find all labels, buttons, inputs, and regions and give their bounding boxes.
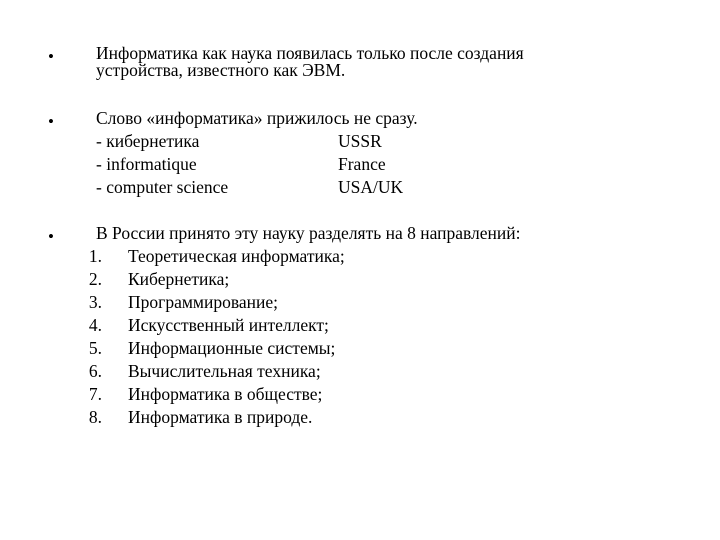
list-item: [88, 268, 676, 291]
list-item-number: 5.: [88, 338, 102, 358]
bullet-2-marker: •: [48, 112, 54, 131]
list-item-number: 3.: [88, 292, 102, 312]
list-item-number: 2.: [88, 269, 102, 289]
list-item-text: Вычислительная техника;: [128, 361, 321, 381]
list-item-text: Кибернетика;: [128, 269, 230, 289]
term-country: France: [338, 154, 386, 174]
bullet-3-text: [88, 222, 676, 429]
term-country: USSR: [338, 131, 382, 151]
list-item-text: Информатика в обществе;: [128, 384, 323, 404]
list-item-number: 8.: [88, 407, 102, 427]
list-item-text: Информатика в природе.: [128, 407, 313, 427]
bullet-1-line-2: устройства, известного как ЭВМ.: [96, 59, 346, 80]
list-item: [88, 360, 676, 383]
term-name: - informatique: [96, 154, 197, 174]
list-item-text: Искусственный интеллект;: [128, 315, 329, 335]
list-item: [88, 337, 676, 360]
bullet-1-line-1: Информатика как наука появилась только после создания: [96, 43, 524, 63]
list-item-number: 1.: [88, 246, 102, 266]
bullet-3-intro: В России принято эту науку разделять на 8 направлений:: [96, 223, 521, 243]
list-item-number: 7.: [88, 384, 102, 404]
bullet-2-text: [96, 107, 676, 199]
bullet-1-marker: •: [48, 47, 54, 66]
list-item: [88, 314, 676, 337]
list-item-text: Теоретическая информатика;: [128, 246, 345, 266]
list-item: [88, 383, 676, 406]
list-item-text: Информационные системы;: [128, 338, 336, 358]
term-row: [96, 153, 676, 176]
term-name: - computer science: [96, 177, 229, 197]
bullet-3-marker: •: [48, 227, 54, 246]
bullet-2-intro: Слово «информатика» прижилось не сразу.: [96, 108, 418, 128]
list-item: [88, 406, 676, 429]
term-row: [96, 130, 676, 153]
list-item: [88, 245, 676, 268]
list-item-number: 6.: [88, 361, 102, 381]
bullet-1-text: [96, 45, 676, 78]
term-name: - кибернетика: [96, 131, 200, 151]
list-item-text: Программирование;: [128, 292, 279, 312]
term-row: [96, 176, 676, 199]
list-item-number: 4.: [88, 315, 102, 335]
term-country: USA/UK: [338, 177, 404, 197]
list-item: [88, 291, 676, 314]
